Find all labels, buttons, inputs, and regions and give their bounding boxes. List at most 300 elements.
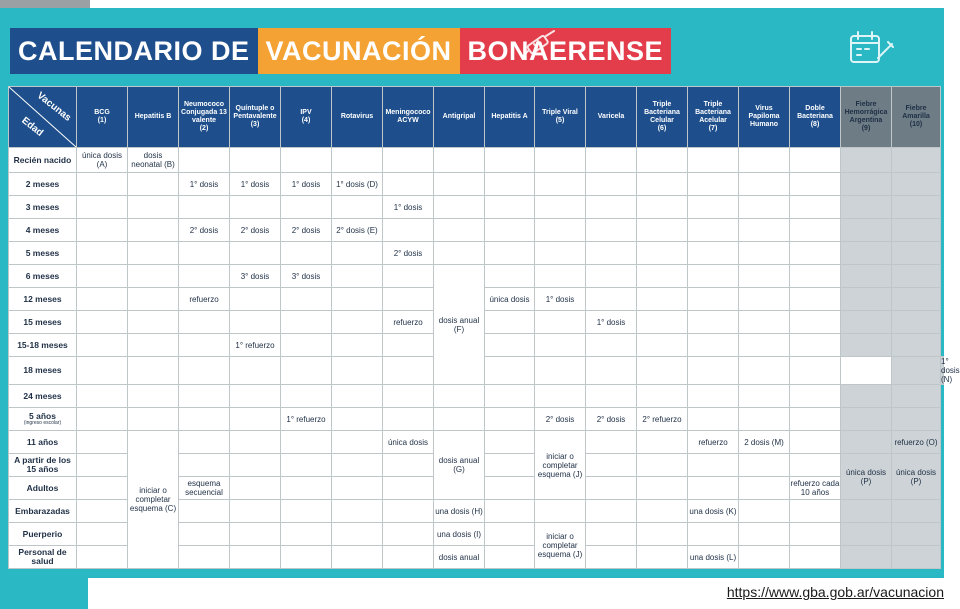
- table-cell: 2° dosis: [383, 242, 434, 265]
- row-label: 18 meses: [9, 357, 77, 385]
- table-cell: [688, 385, 739, 408]
- table-cell: [332, 265, 383, 288]
- table-cell: 2 dosis (M): [739, 431, 790, 454]
- top-gray-strip: [0, 0, 90, 8]
- col-header-hepatitis-b: Hepatitis B: [128, 87, 179, 148]
- table-cell: [77, 265, 128, 288]
- table-cell: [434, 173, 485, 196]
- col-header-hepatitis-a: Hepatitis A: [485, 87, 535, 148]
- table-cell: [535, 334, 586, 357]
- table-cell: [535, 219, 586, 242]
- table-cell: [383, 357, 434, 385]
- table-cell: [688, 311, 739, 334]
- table-cell: [179, 148, 230, 173]
- table-cell: refuerzo (O): [892, 431, 941, 454]
- table-cell: [739, 173, 790, 196]
- table-cell: [892, 288, 941, 311]
- table-cell: [332, 523, 383, 546]
- table-cell-antigripal-child: dosis anual (F): [434, 265, 485, 385]
- table-cell: 2° dosis: [586, 408, 637, 431]
- table-cell: [586, 546, 637, 569]
- table-cell: [841, 408, 892, 431]
- table-row: [9, 242, 944, 265]
- row-label: 24 meses: [9, 385, 77, 408]
- table-cell: [739, 500, 790, 523]
- table-cell: [535, 357, 586, 385]
- table-cell: [179, 431, 230, 454]
- table-cell: [485, 408, 535, 431]
- table-cell: [892, 242, 941, 265]
- table-cell: [230, 454, 281, 477]
- table-cell: [892, 196, 941, 219]
- table-cell: [485, 311, 535, 334]
- table-row: [9, 148, 944, 173]
- table-cell: 1° dosis: [179, 173, 230, 196]
- table-cell: [637, 173, 688, 196]
- table-cell: [790, 431, 841, 454]
- table-row: [9, 385, 944, 408]
- col-header-neumococo: Neumococo Conjugada 13 valente (2): [179, 87, 230, 148]
- table-cell: [485, 454, 535, 477]
- table-cell: [179, 408, 230, 431]
- table-cell: [383, 408, 434, 431]
- table-cell: [434, 242, 485, 265]
- table-cell: [586, 265, 637, 288]
- table-cell: [841, 265, 892, 288]
- table-cell: [841, 431, 892, 454]
- table-cell: [77, 454, 128, 477]
- table-cell: [790, 219, 841, 242]
- table-cell: [535, 196, 586, 219]
- row-label: 4 meses: [9, 219, 77, 242]
- table-cell: [485, 500, 535, 523]
- table-cell-hepb-adult: iniciar o completar esquema (C): [128, 431, 179, 569]
- table-cell: [230, 431, 281, 454]
- table-cell: [332, 357, 383, 385]
- table-cell: [739, 311, 790, 334]
- table-cell: [281, 385, 332, 408]
- table-cell: [790, 523, 841, 546]
- table-cell: [77, 523, 128, 546]
- table-cell: [179, 454, 230, 477]
- table-cell: 3° dosis: [230, 265, 281, 288]
- table-cell: [637, 523, 688, 546]
- col-header-fiebre-amarilla: Fiebre Amarilla (10): [892, 87, 941, 148]
- table-cell: [790, 196, 841, 219]
- table-cell: [485, 523, 535, 546]
- table-cell: [485, 242, 535, 265]
- table-cell: [434, 385, 485, 408]
- table-cell: [485, 477, 535, 500]
- table-cell: 1° refuerzo: [281, 408, 332, 431]
- table-cell: [77, 408, 128, 431]
- table-cell: [128, 242, 179, 265]
- col-header-meningococo: Meningococo ACYW: [383, 87, 434, 148]
- title-part-vacunacion: VACUNACIÓN: [258, 28, 460, 74]
- table-cell: [739, 477, 790, 500]
- table-cell: [790, 173, 841, 196]
- table-row: [9, 408, 944, 431]
- table-cell: [230, 357, 281, 385]
- table-cell: [383, 546, 434, 569]
- table-cell: [586, 357, 637, 385]
- table-cell: [281, 311, 332, 334]
- table-cell: [485, 546, 535, 569]
- table-cell: [281, 500, 332, 523]
- table-cell: [841, 242, 892, 265]
- table-cell: [77, 311, 128, 334]
- table-cell: [739, 546, 790, 569]
- table-cell: [77, 385, 128, 408]
- table-cell: [179, 385, 230, 408]
- table-cell: única dosis (A): [77, 148, 128, 173]
- table-cell: [637, 311, 688, 334]
- table-cell: [179, 546, 230, 569]
- table-cell: [128, 288, 179, 311]
- row-label: A partir de los 15 años: [9, 454, 77, 477]
- col-header-antigripal: Antigripal: [434, 87, 485, 148]
- table-cell: [586, 477, 637, 500]
- row-label: 5 meses: [9, 242, 77, 265]
- col-header-doble-bacteriana: Doble Bacteriana (8): [790, 87, 841, 148]
- table-cell: [637, 334, 688, 357]
- table-cell: 2° dosis: [535, 408, 586, 431]
- table-cell: [485, 219, 535, 242]
- table-cell: [586, 173, 637, 196]
- table-cell: [688, 242, 739, 265]
- table-cell: [586, 148, 637, 173]
- table-cell: [77, 546, 128, 569]
- table-cell: [332, 546, 383, 569]
- table-cell: [586, 219, 637, 242]
- row-label: 11 años: [9, 431, 77, 454]
- table-cell: [688, 454, 739, 477]
- table-cell: [637, 288, 688, 311]
- table-cell: [128, 173, 179, 196]
- table-cell: [688, 357, 739, 385]
- table-cell: [281, 477, 332, 500]
- table-cell: [790, 265, 841, 288]
- table-cell: [128, 196, 179, 219]
- table-cell: 1° dosis (N): [941, 357, 960, 384]
- col-header-fiebre-hemorragica: Fiebre Hemorrágica Argentina (9): [841, 87, 892, 148]
- table-cell: [841, 334, 892, 357]
- table-cell: [77, 357, 128, 385]
- table-cell: [128, 408, 179, 431]
- table-cell: [485, 196, 535, 219]
- table-cell: [790, 408, 841, 431]
- table-cell: [230, 523, 281, 546]
- table-cell: [332, 288, 383, 311]
- table-cell-triple-viral-salud: iniciar o completar esquema (J): [535, 523, 586, 569]
- table-cell: [332, 148, 383, 173]
- row-sublabel: (ingreso escolar): [23, 420, 62, 426]
- row-label: 3 meses: [9, 196, 77, 219]
- table-cell: [892, 357, 941, 385]
- table-row: [9, 431, 944, 454]
- table-cell: [281, 523, 332, 546]
- table-cell: [790, 385, 841, 408]
- table-cell: 2° refuerzo: [637, 408, 688, 431]
- table-cell: [383, 265, 434, 288]
- table-cell: [790, 288, 841, 311]
- table-cell: [586, 454, 637, 477]
- table-cell: [383, 219, 434, 242]
- table-cell: 3° dosis: [281, 265, 332, 288]
- table-cell: [586, 385, 637, 408]
- corner-header: [9, 87, 77, 148]
- table-cell-triple-viral-adult: iniciar o completar esquema (J): [535, 431, 586, 500]
- table-cell: [434, 408, 485, 431]
- table-cell: [383, 385, 434, 408]
- table-cell: [128, 334, 179, 357]
- row-label: 2 meses: [9, 173, 77, 196]
- table-cell: [485, 385, 535, 408]
- table-cell: dosis neonatal (B): [128, 148, 179, 173]
- table-cell: [739, 408, 790, 431]
- table-cell: [179, 500, 230, 523]
- table-cell: refuerzo: [179, 288, 230, 311]
- table-cell: refuerzo cada 10 años: [790, 477, 841, 500]
- table-cell: 2° dosis (E): [332, 219, 383, 242]
- table-cell: [179, 334, 230, 357]
- table-cell: [77, 242, 128, 265]
- table-cell: [841, 196, 892, 219]
- table-cell: [535, 311, 586, 334]
- table-cell: [586, 242, 637, 265]
- table-cell: [739, 385, 790, 408]
- table-cell: [332, 334, 383, 357]
- table-cell: [841, 311, 892, 334]
- table-cell: [332, 385, 383, 408]
- table-cell: [739, 148, 790, 173]
- table-cell: refuerzo: [383, 311, 434, 334]
- table-cell: [841, 173, 892, 196]
- table-cell: [485, 265, 535, 288]
- edad-label: Edad: [19, 115, 46, 139]
- table-cell: [739, 357, 790, 385]
- table-cell: [688, 288, 739, 311]
- table-cell: [485, 148, 535, 173]
- table-cell: [230, 242, 281, 265]
- table-cell: [637, 385, 688, 408]
- table-cell: [281, 148, 332, 173]
- table-cell: [892, 311, 941, 334]
- table-cell: [383, 148, 434, 173]
- table-cell: una dosis (K): [688, 500, 739, 523]
- table-cell: [77, 219, 128, 242]
- col-header-bcg: BCG (1): [77, 87, 128, 148]
- table-cell: [179, 311, 230, 334]
- table-cell: [892, 219, 941, 242]
- table-cell: [841, 385, 892, 408]
- vacunacion-link[interactable]: https://www.gba.gob.ar/vacunacion: [726, 584, 944, 600]
- table-cell: [688, 219, 739, 242]
- table-cell: [790, 311, 841, 334]
- row-label: 15-18 meses: [9, 334, 77, 357]
- table-cell: [281, 546, 332, 569]
- table-cell: [892, 385, 941, 408]
- vacunas-label: Vacunas: [34, 90, 73, 124]
- table-cell: [637, 148, 688, 173]
- table-cell: [739, 523, 790, 546]
- table-cell: [332, 408, 383, 431]
- syringe-icon: [520, 30, 560, 60]
- table-cell: [739, 288, 790, 311]
- table-cell: 1° dosis: [281, 173, 332, 196]
- table-cell: [281, 357, 332, 385]
- table-cell: [383, 334, 434, 357]
- table-cell: [230, 385, 281, 408]
- table-cell: [281, 334, 332, 357]
- table-cell: [841, 148, 892, 173]
- table-cell: [230, 288, 281, 311]
- table-cell: [332, 242, 383, 265]
- table-row: [9, 173, 944, 196]
- table-cell: [485, 431, 535, 454]
- table-cell-fha-adult: única dosis (P): [841, 454, 892, 500]
- table-cell: [128, 385, 179, 408]
- calendar-icon: [848, 28, 894, 68]
- table-cell: esquema secuencial: [179, 477, 230, 500]
- table-cell: [179, 523, 230, 546]
- row-label: Personal de salud: [9, 546, 77, 569]
- table-cell: [739, 265, 790, 288]
- table-cell: [128, 265, 179, 288]
- table-cell: [535, 385, 586, 408]
- table-cell-antigripal-adult: dosis anual (G): [434, 431, 485, 500]
- table-cell: [535, 242, 586, 265]
- table-cell: [281, 431, 332, 454]
- table-cell: [383, 523, 434, 546]
- table-cell: [332, 431, 383, 454]
- table-cell: [281, 196, 332, 219]
- table-cell: [77, 431, 128, 454]
- table-cell: [383, 454, 434, 477]
- table-cell: [434, 148, 485, 173]
- table-cell: [179, 196, 230, 219]
- row-label: Puerperio: [9, 523, 77, 546]
- table-cell: 1° dosis: [230, 173, 281, 196]
- table-cell: [383, 477, 434, 500]
- table-cell: [637, 546, 688, 569]
- table-cell: [688, 196, 739, 219]
- table-cell: [688, 173, 739, 196]
- table-cell: [637, 219, 688, 242]
- table-cell: [739, 219, 790, 242]
- table-cell-fa-adult: única dosis (P): [892, 454, 941, 500]
- table-cell: [230, 546, 281, 569]
- table-cell: [332, 454, 383, 477]
- table-cell: [790, 546, 841, 569]
- table-cell: [485, 357, 535, 385]
- table-cell: [179, 357, 230, 385]
- col-header-vph: Virus Papiloma Humano: [739, 87, 790, 148]
- table-cell: [637, 500, 688, 523]
- table-cell: [179, 265, 230, 288]
- table-cell: 1° dosis: [586, 311, 637, 334]
- col-header-rotavirus: Rotavirus: [332, 87, 383, 148]
- table-cell: [892, 546, 941, 569]
- col-header-triple-bacteriana-celular: Triple Bacteriana Celular (6): [637, 87, 688, 148]
- table-cell: [535, 148, 586, 173]
- table-cell: [892, 265, 941, 288]
- table-cell: [383, 500, 434, 523]
- table-cell: única dosis: [485, 288, 535, 311]
- table-cell: [790, 454, 841, 477]
- table-cell: [790, 242, 841, 265]
- table-cell: una dosis (L): [688, 546, 739, 569]
- table-cell: [688, 477, 739, 500]
- table-cell: [77, 196, 128, 219]
- table-cell: [586, 334, 637, 357]
- row-label: Recién nacido: [9, 148, 77, 173]
- table-cell: [77, 334, 128, 357]
- table-cell: [790, 148, 841, 173]
- table-cell: [892, 334, 941, 357]
- table-cell: 2° dosis: [179, 219, 230, 242]
- table-cell: [841, 357, 892, 385]
- table-cell: [485, 173, 535, 196]
- table-cell: [77, 477, 128, 500]
- teal-bottom-strip: [0, 578, 88, 609]
- row-label: Adultos: [9, 477, 77, 500]
- row-label: 15 meses: [9, 311, 77, 334]
- table-cell: dosis anual: [434, 546, 485, 569]
- table-cell: [434, 219, 485, 242]
- col-header-ipv: IPV (4): [281, 87, 332, 148]
- table-cell: [790, 500, 841, 523]
- table-cell: [230, 196, 281, 219]
- table-cell: [790, 357, 841, 385]
- table-cell: [535, 265, 586, 288]
- table-cell: [637, 357, 688, 385]
- table-cell: [230, 477, 281, 500]
- table-cell: [688, 148, 739, 173]
- table-cell: [841, 500, 892, 523]
- table-row: [9, 265, 944, 288]
- row-label: 6 meses: [9, 265, 77, 288]
- table-cell: una dosis (H): [434, 500, 485, 523]
- table-cell: [586, 288, 637, 311]
- table-cell: [637, 265, 688, 288]
- table-cell: [383, 173, 434, 196]
- table-cell: [535, 500, 586, 523]
- table-cell: [892, 500, 941, 523]
- table-cell: 1° dosis (D): [332, 173, 383, 196]
- table-cell: [637, 242, 688, 265]
- table-cell: [841, 288, 892, 311]
- table-cell: [77, 288, 128, 311]
- table-cell: [332, 500, 383, 523]
- table-cell: [688, 334, 739, 357]
- row-label: Embarazadas: [9, 500, 77, 523]
- table-cell: [841, 546, 892, 569]
- table-cell: [586, 523, 637, 546]
- table-cell: [739, 196, 790, 219]
- table-cell: [892, 408, 941, 431]
- table-cell: [77, 173, 128, 196]
- table-cell: [128, 311, 179, 334]
- table-cell: [281, 288, 332, 311]
- table-row: [9, 219, 944, 242]
- table-cell: [841, 219, 892, 242]
- table-cell: [281, 242, 332, 265]
- table-cell: [230, 500, 281, 523]
- table-cell: [586, 431, 637, 454]
- table-cell: [230, 408, 281, 431]
- col-header-quintuple: Quíntuple o Pentavalente (3): [230, 87, 281, 148]
